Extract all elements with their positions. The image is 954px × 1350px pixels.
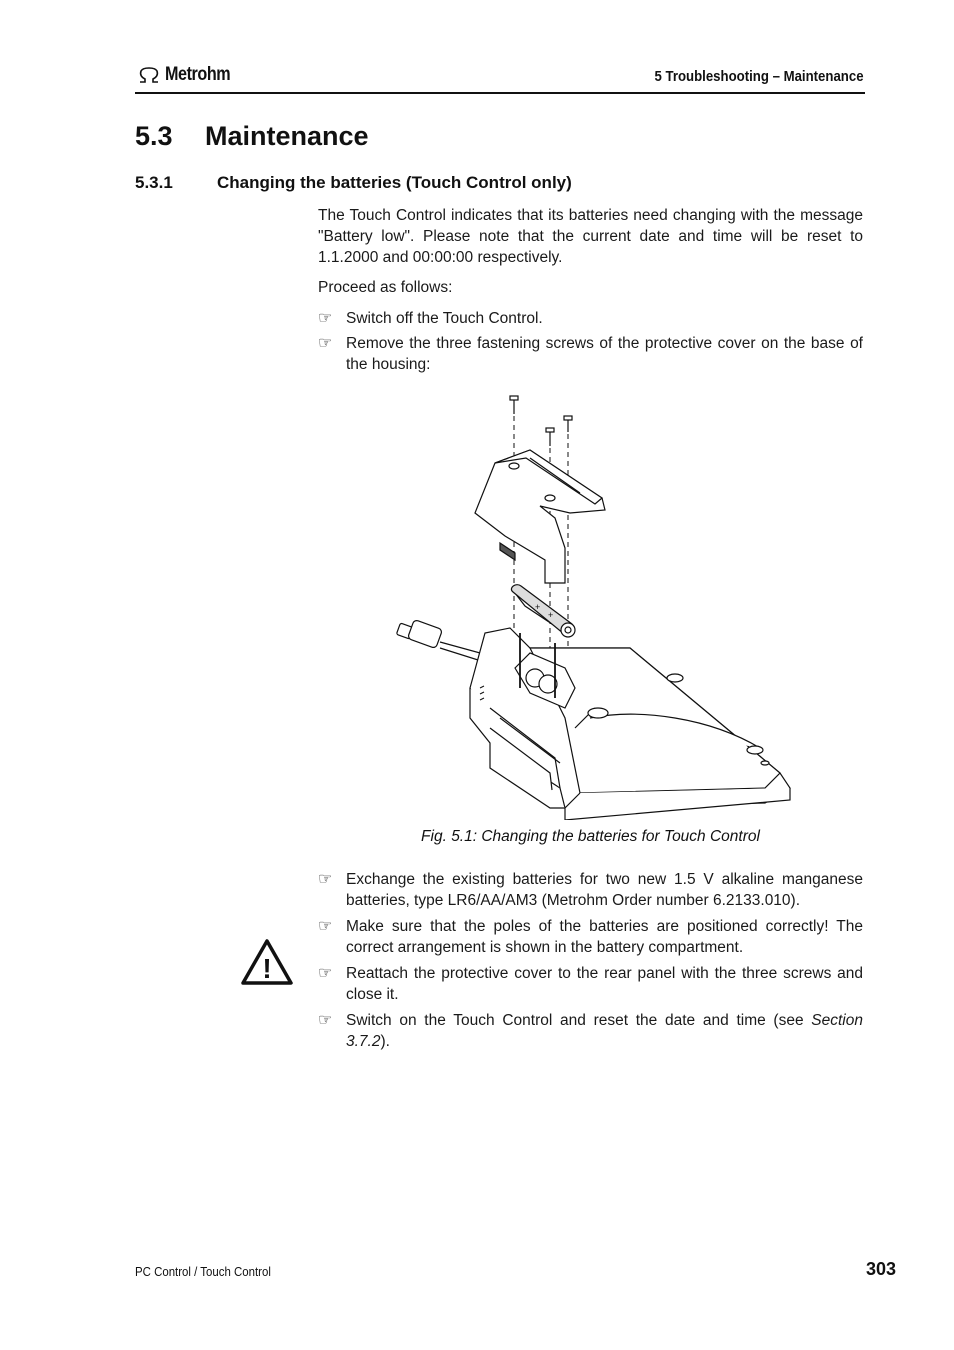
pointing-hand-icon: ☞	[318, 310, 333, 327]
steps-list-bottom	[318, 869, 863, 1052]
footer-product: PC Control / Touch Control	[135, 1264, 271, 1279]
omega-logo-icon	[137, 66, 161, 84]
list-item: ☞ Switch off the Touch Control.	[318, 310, 543, 327]
figure-caption: Fig. 5.1: Changing the batteries for Touch Control	[421, 828, 760, 845]
list-item: ☞ Switch on the Touch Control and reset the date and time (see Section 3.7.2).	[318, 1012, 863, 1050]
pointing-hand-icon: ☞	[318, 335, 333, 352]
section-title: Maintenance	[205, 121, 369, 151]
svg-text:+: +	[548, 610, 554, 620]
list-item: ☞ Make sure that the poles of the batteries are positioned correctly! The correct arrangement is shown in the battery compartment.	[318, 918, 863, 956]
screw-icon	[546, 428, 554, 446]
warning-triangle-icon	[240, 938, 294, 986]
cable-plug	[396, 619, 492, 660]
subsection-heading	[135, 173, 572, 193]
section-reference-link: Section 3.7.2	[346, 1012, 863, 1050]
screw-icon	[510, 396, 518, 414]
page-number: 303	[865, 1259, 896, 1279]
proceed-text: Proceed as follows:	[318, 279, 453, 296]
subsection-number: 5.3.1	[135, 173, 173, 192]
pointing-hand-icon: ☞	[318, 1012, 333, 1029]
screw-icon	[564, 416, 572, 432]
list-item: ☞ Exchange the existing batteries for two new 1.5 V alkaline manganese batteries, type LR6/AA/AM3 (Metrohm Order number 6.2133.010).	[318, 871, 863, 909]
section-number: 5.3	[135, 121, 173, 151]
header-divider	[135, 92, 865, 94]
brand-name: Metrohm	[165, 64, 231, 85]
brand-logo	[137, 64, 242, 86]
svg-text:+: +	[535, 602, 541, 612]
pointing-hand-icon: ☞	[318, 965, 333, 982]
list-item: ☞ Remove the three fastening screws of the protective cover on the base of the housing:	[318, 335, 863, 373]
warning-exclamation: !	[262, 953, 272, 984]
battery	[511, 585, 575, 637]
battery-change-illustration	[380, 388, 800, 820]
pointing-hand-icon: ☞	[318, 871, 333, 888]
device-housing	[470, 628, 790, 820]
steps-list-top	[318, 308, 863, 375]
list-item: ☞ Reattach the protective cover to the rear panel with the three screws and close it.	[318, 965, 863, 1003]
pointing-hand-icon: ☞	[318, 918, 333, 935]
section-heading	[135, 121, 369, 152]
subsection-title: Changing the batteries (Touch Control only)	[217, 173, 572, 192]
protective-cover	[475, 450, 605, 583]
intro-paragraph: The Touch Control indicates that its batteries need changing with the message "Battery low". Please note that the current date and time will be reset to 1.1.2000 and 00:00:00 respectively.	[318, 207, 863, 266]
chapter-title: 5 Troubleshooting – Maintenance	[654, 68, 864, 85]
